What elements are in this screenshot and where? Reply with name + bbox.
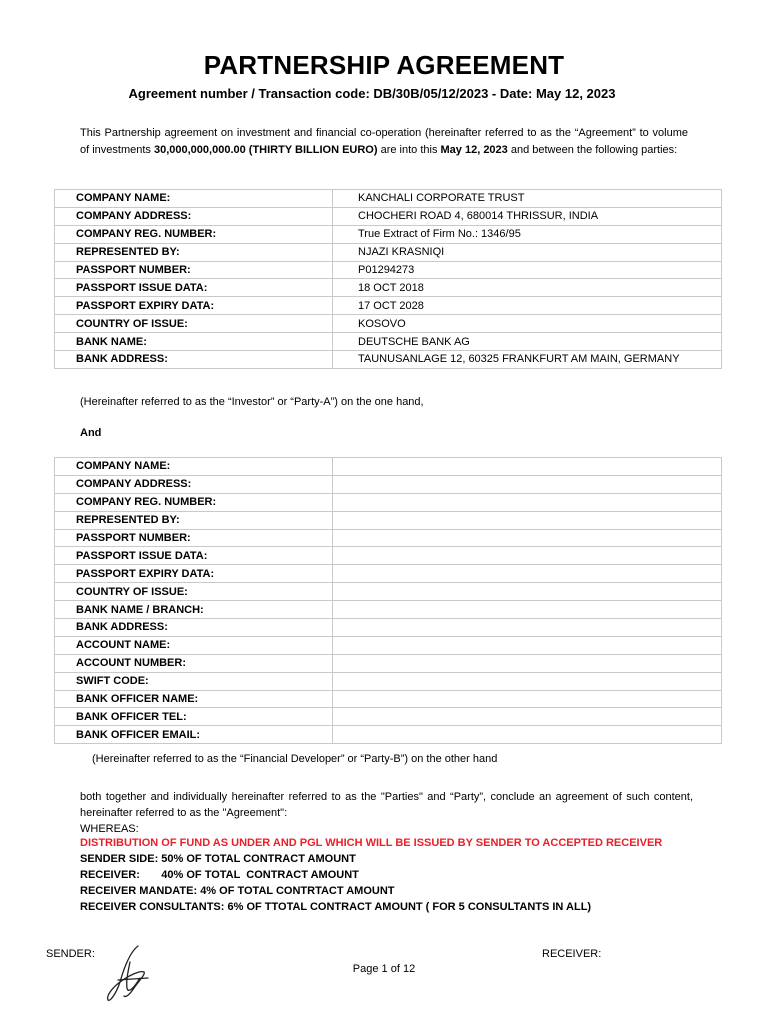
document-title: PARTNERSHIP AGREEMENT [203, 50, 565, 80]
investment-amount: 30,000,000,000.00 (THIRTY BILLION EURO) [153, 143, 378, 156]
field-label: PASSPORT NUMBER: [55, 261, 333, 279]
field-label: BANK OFFICER TEL: [55, 708, 333, 726]
table-row [55, 351, 722, 369]
table-row [55, 708, 722, 726]
field-label: COMPANY REG. NUMBER: [55, 225, 333, 243]
field-label: COMPANY ADDRESS: [55, 475, 333, 493]
field-value [333, 726, 722, 744]
parties-paragraph [80, 789, 693, 837]
table-row [55, 261, 722, 279]
table-row [55, 315, 722, 333]
field-label: COMPANY NAME: [55, 458, 333, 476]
table-row [55, 333, 722, 351]
distribution-heading: DISTRIBUTION OF FUND AS UNDER AND PGL WHICH WILL BE ISSUED BY SENDER TO ACCEPTED RECEIVER [80, 837, 663, 849]
field-label: REPRESENTED BY: [55, 243, 333, 261]
field-value [333, 672, 722, 690]
field-label: COUNTRY OF ISSUE: [55, 583, 333, 601]
field-value: DEUTSCHE BANK AG [333, 333, 722, 351]
field-value [333, 636, 722, 654]
field-value [333, 511, 722, 529]
table-row [55, 225, 722, 243]
receiver-mandate-share: RECEIVER MANDATE: 4% OF TOTAL CONTRTACT AMOUNT [80, 885, 395, 897]
field-label: COMPANY ADDRESS: [55, 207, 333, 225]
receiver-label: RECEIVER: [542, 948, 602, 960]
party-a-table [54, 189, 722, 369]
field-label: BANK NAME: [55, 333, 333, 351]
field-label: BANK NAME / BRANCH: [55, 601, 333, 619]
field-value [333, 565, 722, 583]
table-row [55, 726, 722, 744]
field-value: 17 OCT 2028 [333, 297, 722, 315]
field-value [333, 529, 722, 547]
receiver-consultants-share: RECEIVER CONSULTANTS: 6% OF TTOTAL CONTRACT AMOUNT ( FOR 5 CONSULTANTS IN ALL) [80, 901, 592, 913]
field-value [333, 619, 722, 637]
sender-label: SENDER: [46, 948, 95, 960]
party-b-note: (Hereinafter referred to as the “Financial Developer” or “Party-B”) on the other hand [92, 753, 498, 765]
agreement-date: May 12, 2023 [440, 143, 508, 156]
table-row [55, 547, 722, 565]
field-label: BANK ADDRESS: [55, 351, 333, 369]
field-value [333, 654, 722, 672]
table-row [55, 619, 722, 637]
table-row [55, 511, 722, 529]
field-value: True Extract of Firm No.: 1346/95 [333, 225, 722, 243]
table-row [55, 190, 722, 208]
field-value [333, 708, 722, 726]
field-label: PASSPORT ISSUE DATA: [55, 547, 333, 565]
table-row [55, 279, 722, 297]
parties-text: both together and individually hereinafter referred to as the "Parties" and “Party”, conclude an agreement of such content, hereinafter referred to as the "Agreement": [80, 791, 693, 819]
table-row [55, 565, 722, 583]
field-value: TAUNUSANLAGE 12, 60325 FRANKFURT AM MAIN, GERMANY [333, 351, 722, 369]
field-value: KANCHALI CORPORATE TRUST [333, 190, 722, 208]
receiver-share: RECEIVER: 40% OF TOTAL CONTRACT AMOUNT [80, 869, 359, 881]
field-label: PASSPORT ISSUE DATA: [55, 279, 333, 297]
field-value [333, 493, 722, 511]
field-value [333, 601, 722, 619]
field-label: SWIFT CODE: [55, 672, 333, 690]
table-row [55, 601, 722, 619]
whereas-label: WHEREAS: [80, 823, 139, 835]
table-row [55, 636, 722, 654]
intro-paragraph [80, 125, 688, 158]
table-row [55, 690, 722, 708]
table-row [55, 529, 722, 547]
field-value [333, 583, 722, 601]
field-label: BANK OFFICER NAME: [55, 690, 333, 708]
agreement-number-line: Agreement number / Transaction code: DB/30B/05/12/2023 - Date: May 12, 2023 [128, 86, 616, 101]
field-label: COMPANY NAME: [55, 190, 333, 208]
table-row [55, 297, 722, 315]
field-label: ACCOUNT NUMBER: [55, 654, 333, 672]
sender-share: SENDER SIDE: 50% OF TOTAL CONTRACT AMOUNT [80, 853, 356, 865]
field-value: P01294273 [333, 261, 722, 279]
table-row [55, 475, 722, 493]
intro-text-1: This Partnership agreement on investment and financial co-operation (hereinafter referred to as the “Agreement” to volume of investments [80, 127, 688, 156]
field-label: COUNTRY OF ISSUE: [55, 315, 333, 333]
field-label: BANK ADDRESS: [55, 619, 333, 637]
table-row [55, 458, 722, 476]
field-label: BANK OFFICER EMAIL: [55, 726, 333, 744]
field-label: ACCOUNT NAME: [55, 636, 333, 654]
field-label: PASSPORT NUMBER: [55, 529, 333, 547]
field-value: CHOCHERI ROAD 4, 680014 THRISSUR, INDIA [333, 207, 722, 225]
field-value: NJAZI KRASNIQI [333, 243, 722, 261]
table-row [55, 243, 722, 261]
and-label: And [80, 427, 102, 439]
party-a-note: (Hereinafter referred to as the “Investor” or “Party-A”) on the one hand, [80, 396, 424, 408]
table-row [55, 654, 722, 672]
table-row [55, 672, 722, 690]
signature-image [100, 942, 160, 1006]
table-row [55, 207, 722, 225]
field-value [333, 690, 722, 708]
field-value: 18 OCT 2018 [333, 279, 722, 297]
party-b-table [54, 457, 722, 744]
intro-text-2: are into this [377, 143, 441, 156]
field-label: REPRESENTED BY: [55, 511, 333, 529]
field-value [333, 475, 722, 493]
field-value [333, 458, 722, 476]
intro-text-3: and between the following parties: [507, 143, 678, 156]
field-label: PASSPORT EXPIRY DATA: [55, 297, 333, 315]
page-number: Page 1 of 12 [352, 963, 416, 975]
field-label: COMPANY REG. NUMBER: [55, 493, 333, 511]
field-value [333, 547, 722, 565]
field-value: KOSOVO [333, 315, 722, 333]
table-row [55, 583, 722, 601]
table-row [55, 493, 722, 511]
field-label: PASSPORT EXPIRY DATA: [55, 565, 333, 583]
